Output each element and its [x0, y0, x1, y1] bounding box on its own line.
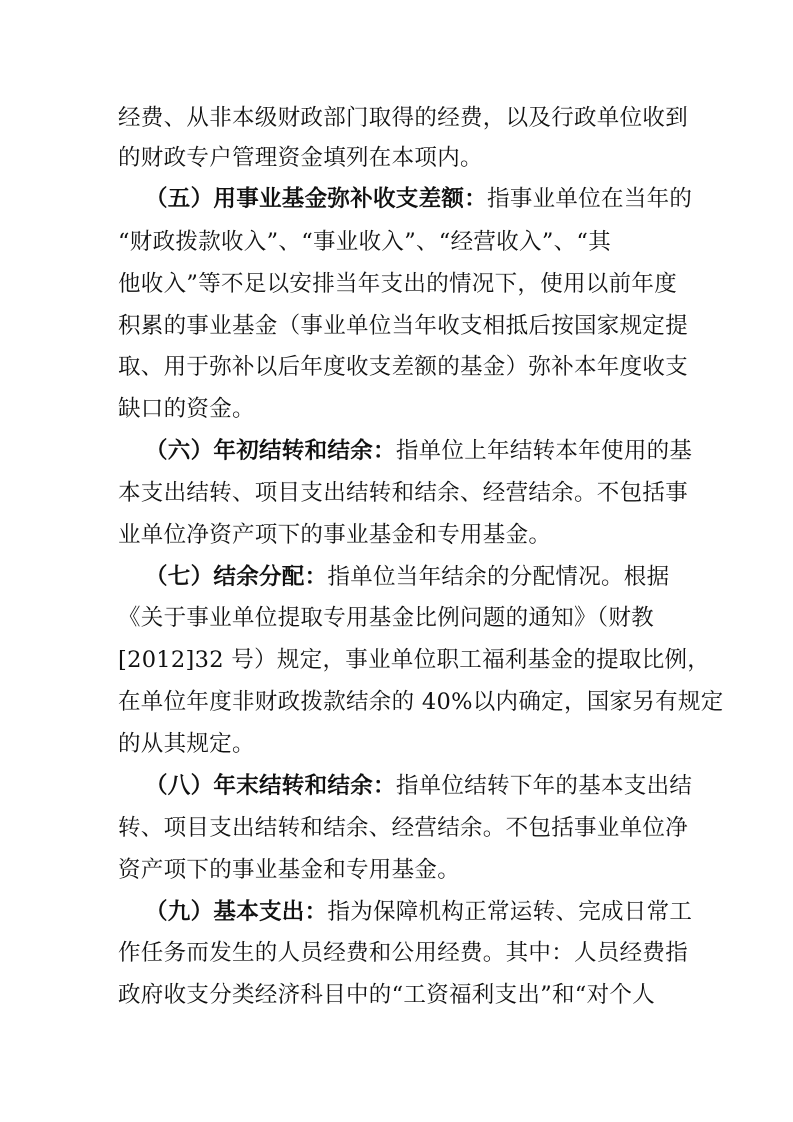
text-line: 本支出结转、项目支出结转和结余、经营结余。不包括事 [118, 480, 689, 506]
text-line: 经费、从非本级财政部门取得的经费，以及行政单位收到 [118, 105, 689, 131]
text-line: 政府收支分类经济科目中的“工资福利支出”和“对个人 [118, 982, 656, 1008]
section-five-paragraph-start [145, 184, 692, 214]
section-seven-paragraph-start [145, 562, 669, 592]
section-text: 指单位结转下年的基本支出结 [395, 773, 693, 799]
text-line: 业单位净资产项下的事业基金和专用基金。 [118, 522, 552, 548]
text-line: 的从其规定。 [118, 731, 255, 757]
text-line: [2012]32 号）规定，事业单位职工福利基金的提取比例， [118, 647, 711, 673]
text-line: 在单位年度非财政拨款结余的 40%以内确定，国家另有规定 [118, 689, 724, 715]
text-line: 《关于事业单位提取专用基金比例问题的通知》（财教 [118, 605, 654, 631]
section-heading: （六）年初结转和结余： [145, 438, 396, 464]
section-heading: （七）结余分配： [145, 564, 328, 590]
section-text: 指事业单位在当年的 [487, 186, 693, 212]
section-text: 指单位上年结转本年使用的基 [395, 438, 693, 464]
text-line: 取、用于弥补以后年度收支差额的基金）弥补本年度收支 [118, 354, 689, 380]
text-line: 缺口的资金。 [118, 396, 255, 422]
text-line: 积累的事业基金（事业单位当年收支相抵后按国家规定提 [118, 313, 689, 339]
section-heading: （五）用事业基金弥补收支差额： [145, 186, 488, 212]
text-line: 作任务而发生的人员经费和公用经费。其中：人员经费指 [118, 940, 689, 966]
text-line: “财政拨款收入”、“事业收入”、“经营收入”、“其 [118, 229, 612, 255]
section-eight-paragraph-start [145, 771, 692, 801]
section-heading: （八）年末结转和结余： [145, 773, 396, 799]
section-nine-paragraph-start [145, 897, 692, 927]
section-text: 指为保障机构正常运转、完成日常工 [327, 899, 693, 925]
text-line: 资产项下的事业基金和专用基金。 [118, 857, 461, 883]
text-line: 他收入”等不足以安排当年支出的情况下，使用以前年度 [118, 271, 678, 297]
section-text: 指单位当年结余的分配情况。根据 [327, 564, 670, 590]
section-six-paragraph-start [145, 436, 692, 466]
text-line: 的财政专户管理资金填列在本项内。 [118, 145, 483, 171]
section-heading: （九）基本支出： [145, 899, 328, 925]
text-line: 转、项目支出结转和结余、经营结余。不包括事业单位净 [118, 815, 689, 841]
